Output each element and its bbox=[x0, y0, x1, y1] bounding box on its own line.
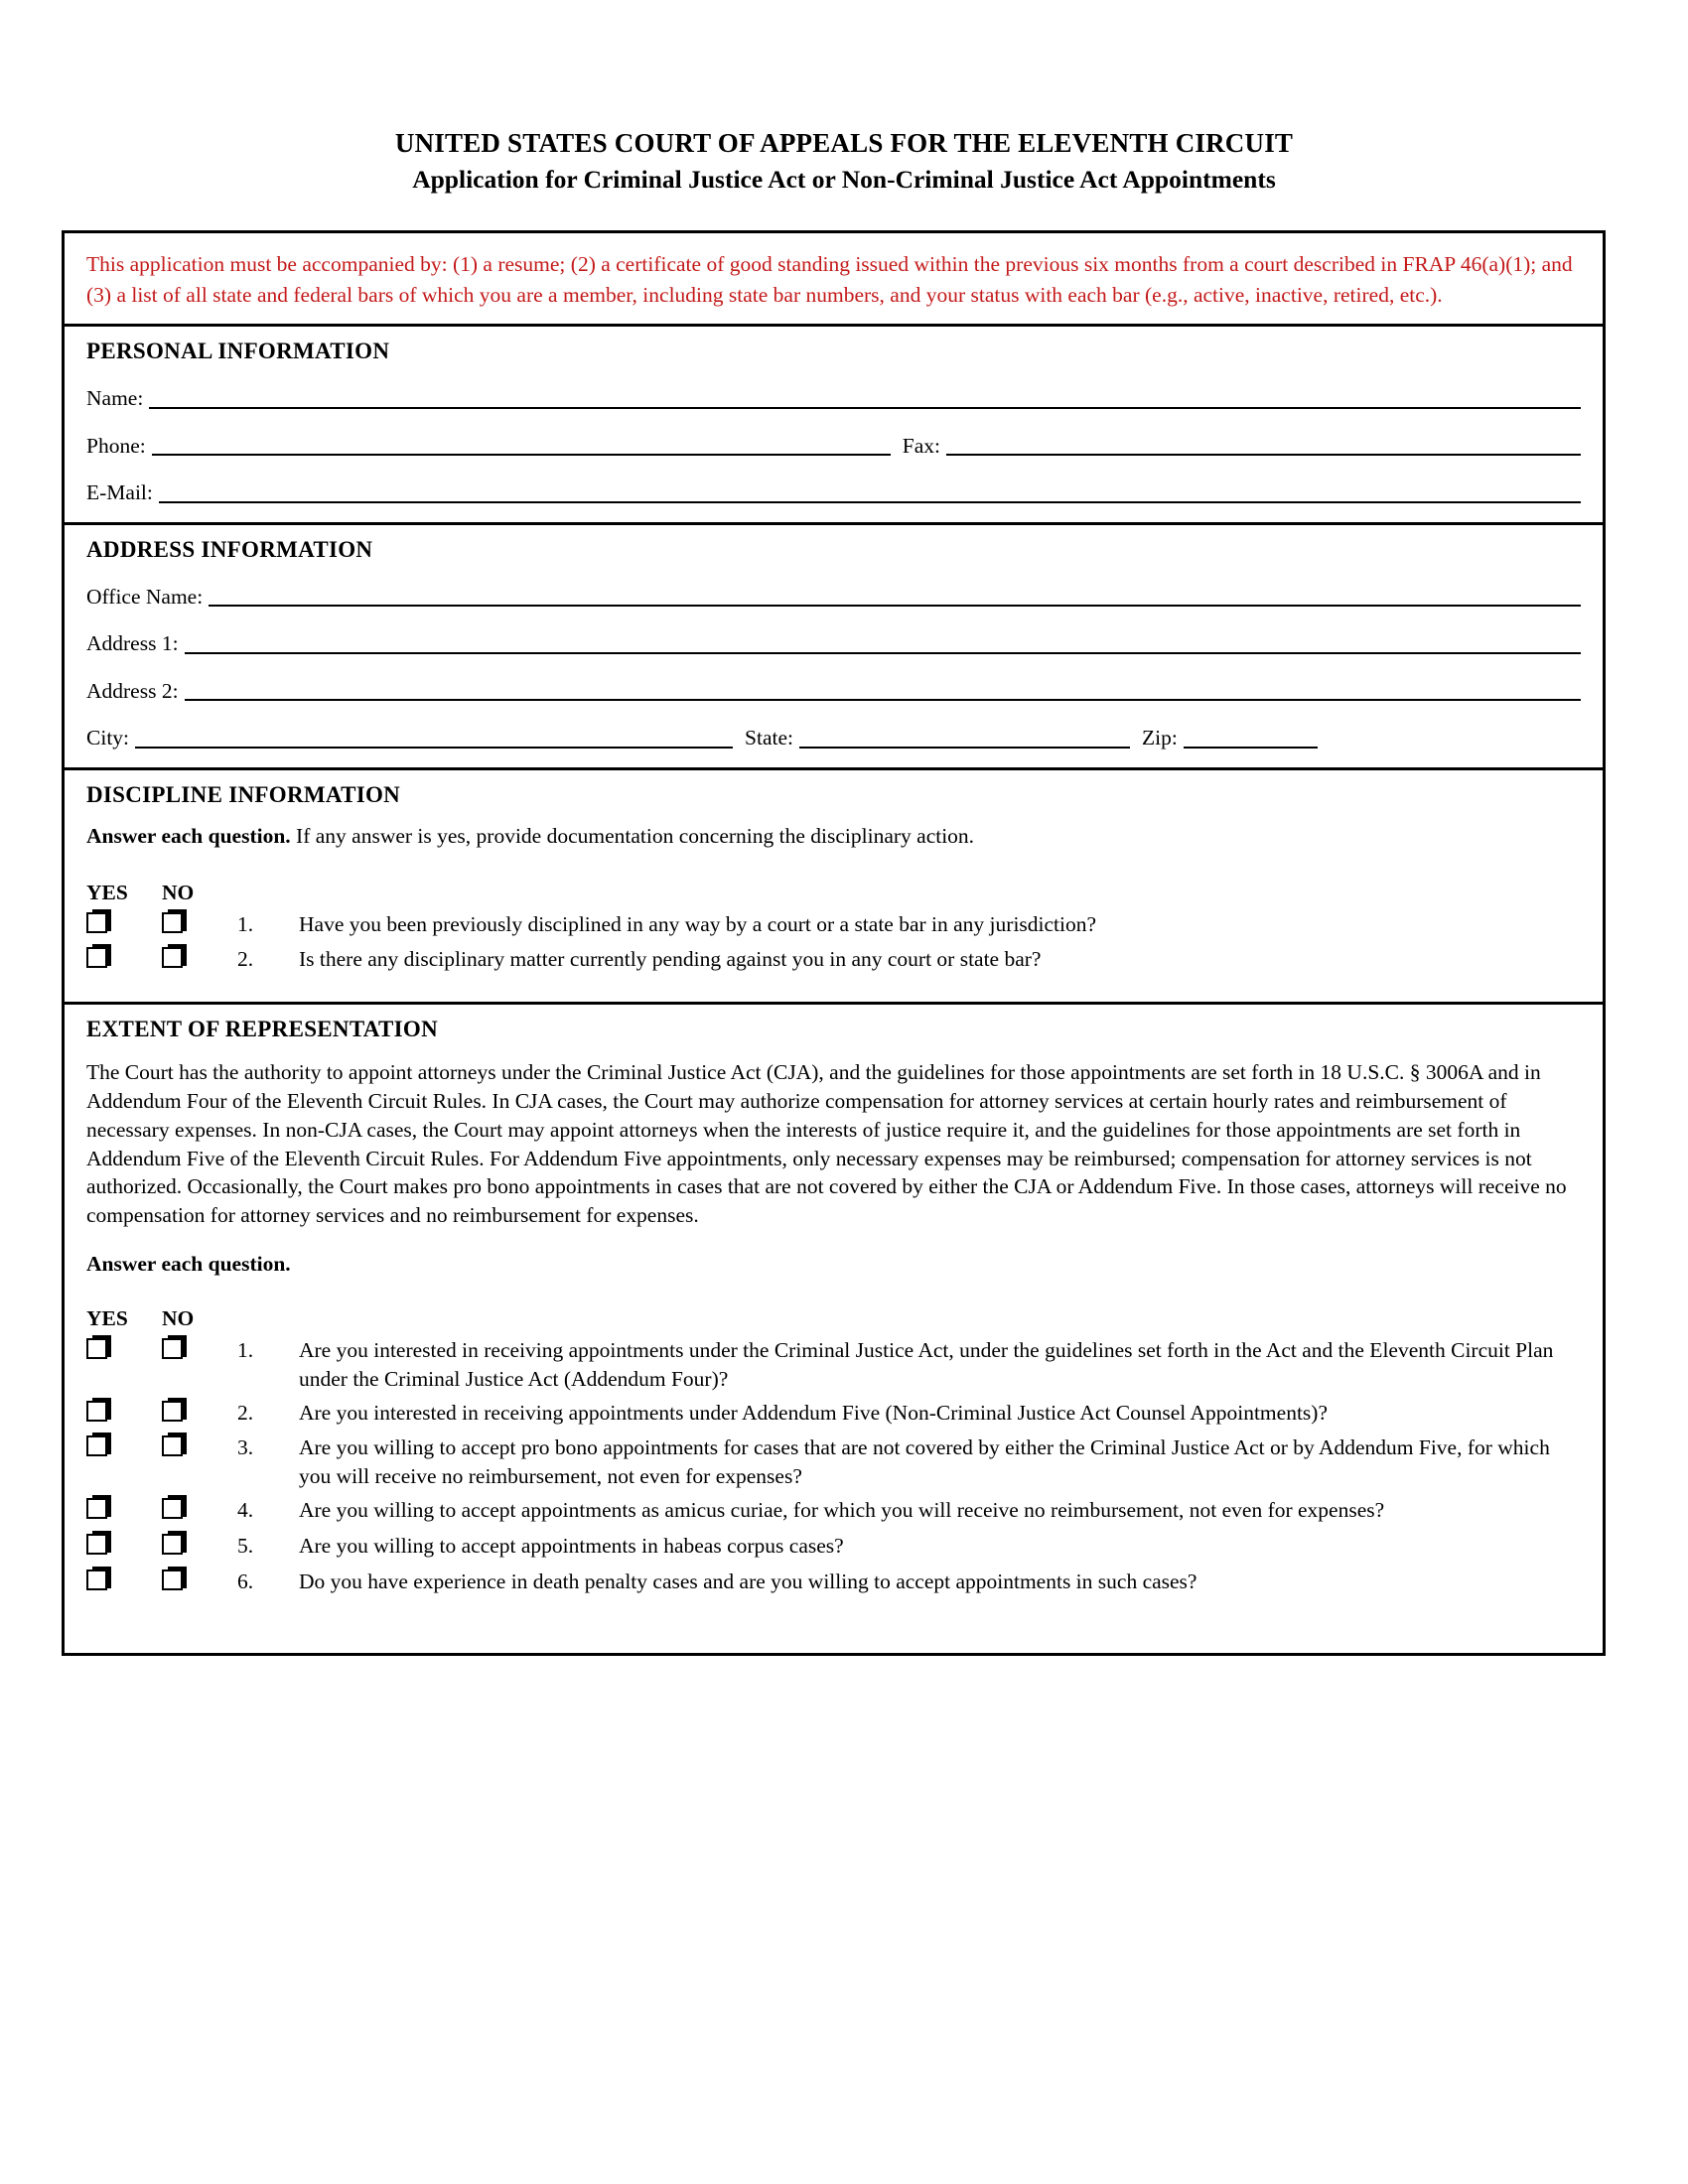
extent-q1-yes-checkbox-cell bbox=[86, 1336, 162, 1367]
extent-q6-yes-checkbox[interactable] bbox=[86, 1570, 107, 1590]
city-label: City: bbox=[86, 726, 130, 751]
discipline-q1-number: 1. bbox=[237, 911, 254, 936]
discipline-information-heading: DISCIPLINE INFORMATION bbox=[86, 781, 401, 807]
extent-answer-each-instruction: Answer each question. bbox=[86, 1251, 291, 1276]
extent-q3-yes-checkbox[interactable] bbox=[86, 1435, 107, 1456]
office-name-label: Office Name: bbox=[86, 584, 204, 609]
extent-q2-yes-checkbox-cell bbox=[86, 1399, 162, 1430]
discipline-question-row-1 bbox=[86, 910, 1581, 941]
discipline-q2-yes-checkbox-cell bbox=[86, 945, 162, 976]
name-label: Name: bbox=[86, 386, 144, 411]
page-title bbox=[0, 0, 1688, 196]
accompaniment-notice-text: This application must be accompanied by: (1) a resume; (2) a certificate of good standing issued within the previous six months from a court described in FRAP 46(a)(1); and (3) a list of all state and federal bars of which you are a member, including state bar numbers, and your status with each bar (e.g., active, inactive, retired, etc.). bbox=[86, 252, 1573, 307]
notice-section bbox=[65, 233, 1603, 327]
extent-q2-text: Are you interested in receiving appointments under Addendum Five (Non-Criminal Justice Act Counsel Appointments)? bbox=[299, 1400, 1328, 1425]
discipline-q1-yes-checkbox[interactable] bbox=[86, 912, 107, 933]
extent-q5-number: 5. bbox=[237, 1533, 254, 1558]
extent-q3-no-checkbox[interactable] bbox=[162, 1435, 183, 1456]
discipline-q1-yes-checkbox-cell bbox=[86, 910, 162, 941]
form-subtitle-heading: Application for Criminal Justice Act or Non-Criminal Justice Act Appointments bbox=[412, 164, 1276, 194]
fax-input[interactable] bbox=[946, 454, 1581, 456]
extent-q2-no-checkbox[interactable] bbox=[162, 1401, 183, 1422]
extent-q6-yes-checkbox-cell bbox=[86, 1568, 162, 1598]
extent-of-representation-section bbox=[65, 1005, 1603, 1653]
email-field-row bbox=[86, 482, 1581, 506]
discipline-q2-no-checkbox[interactable] bbox=[162, 947, 183, 968]
extent-q1-yes-checkbox[interactable] bbox=[86, 1338, 107, 1359]
extent-q6-no-checkbox-cell bbox=[162, 1568, 237, 1598]
extent-q6-no-checkbox[interactable] bbox=[162, 1570, 183, 1590]
extent-yesno-header bbox=[86, 1306, 1581, 1331]
extent-question-row-2 bbox=[86, 1399, 1581, 1430]
city-input[interactable] bbox=[135, 747, 733, 749]
zip-label: Zip: bbox=[1141, 726, 1178, 751]
extent-q4-no-checkbox-cell bbox=[162, 1496, 237, 1527]
email-input[interactable] bbox=[159, 501, 1581, 503]
phone-label: Phone: bbox=[86, 433, 146, 458]
email-label: E-Mail: bbox=[86, 480, 153, 505]
fax-label: Fax: bbox=[902, 433, 940, 458]
extent-q5-yes-checkbox[interactable] bbox=[86, 1534, 107, 1555]
extent-question-row-1 bbox=[86, 1336, 1581, 1394]
name-input[interactable] bbox=[149, 407, 1581, 409]
extent-q1-number: 1. bbox=[237, 1337, 254, 1362]
extent-q1-no-checkbox-cell bbox=[162, 1336, 237, 1367]
extent-q4-number: 4. bbox=[237, 1497, 254, 1522]
discipline-yesno-header bbox=[86, 881, 1581, 905]
discipline-no-column-label: NO bbox=[162, 880, 195, 904]
address2-input[interactable] bbox=[185, 699, 1581, 701]
discipline-q2-number: 2. bbox=[237, 947, 254, 972]
discipline-q1-text: Have you been previously disciplined in any way by a court or a state bar in any jurisdiction? bbox=[299, 911, 1097, 936]
phone-input[interactable] bbox=[152, 454, 891, 456]
address1-input[interactable] bbox=[185, 652, 1581, 654]
personal-information-fields bbox=[65, 388, 1603, 522]
city-state-zip-field-row bbox=[86, 728, 1581, 751]
discipline-information-section bbox=[65, 770, 1603, 1006]
address1-label: Address 1: bbox=[86, 631, 179, 656]
address1-field-row bbox=[86, 633, 1581, 657]
discipline-instruction bbox=[65, 808, 1603, 851]
extent-q4-text: Are you willing to accept appointments as amicus curiae, for which you will receive no reimbursement, not even for expenses? bbox=[299, 1497, 1385, 1522]
extent-q3-no-checkbox-cell bbox=[162, 1433, 237, 1464]
form-frame bbox=[62, 230, 1606, 1656]
address2-field-row bbox=[86, 678, 1581, 705]
extent-q6-number: 6. bbox=[237, 1569, 254, 1593]
extent-question-row-5 bbox=[86, 1532, 1581, 1563]
extent-of-representation-heading: EXTENT OF REPRESENTATION bbox=[86, 1017, 438, 1042]
extent-q3-text: Are you willing to accept pro bono appointments for cases that are not covered by either the Criminal Justice Act or by Addendum Five, for which you will receive no reimbursement, not even for expenses? bbox=[299, 1435, 1550, 1489]
extent-q4-yes-checkbox[interactable] bbox=[86, 1498, 107, 1519]
extent-question-row-3 bbox=[86, 1433, 1581, 1491]
office-name-input[interactable] bbox=[209, 605, 1581, 607]
extent-q1-no-checkbox[interactable] bbox=[162, 1338, 183, 1359]
extent-q4-no-checkbox[interactable] bbox=[162, 1498, 183, 1519]
phone-fax-field-row bbox=[86, 433, 1581, 460]
discipline-section-spacer bbox=[65, 976, 1603, 1002]
extent-q2-number: 2. bbox=[237, 1400, 254, 1425]
discipline-q1-no-checkbox[interactable] bbox=[162, 912, 183, 933]
extent-question-row-6 bbox=[86, 1568, 1581, 1598]
discipline-question-row-2 bbox=[86, 945, 1581, 976]
extent-of-representation-paragraph: The Court has the authority to appoint attorneys under the Criminal Justice Act (CJA), and the guidelines for those appointments are set forth in 18 U.S.C. § 3006A and in Addendum Four of the Eleventh Circuit Rules. In CJA cases, the Court may authorize compensation for attorney services at certain hourly rates and reimbursement of necessary expenses. In non-CJA cases, the Court may appoint attorneys when the interests of justice require it, and the guidelines for those appointments are set forth in Addendum Five of the Eleventh Circuit Rules. For Addendum Five appointments, only necessary expenses may be reimbursed; compensation for attorney services is not authorized. Occasionally, the Court makes pro bono appointments in cases that are not covered by either the CJA or Addendum Five. In those cases, attorneys will receive no compensation for attorney services and no reimbursement for expenses. bbox=[86, 1060, 1567, 1228]
address-information-fields bbox=[65, 584, 1603, 767]
extent-q2-no-checkbox-cell bbox=[162, 1399, 237, 1430]
extent-q5-no-checkbox[interactable] bbox=[162, 1534, 183, 1555]
zip-input[interactable] bbox=[1184, 747, 1318, 749]
extent-q4-yes-checkbox-cell bbox=[86, 1496, 162, 1527]
discipline-q2-yes-checkbox[interactable] bbox=[86, 947, 107, 968]
discipline-instruction-bold: Answer each question. bbox=[86, 823, 291, 848]
extent-q1-text: Are you interested in receiving appointments under the Criminal Justice Act, under the guidelines set forth in the Act and the Eleventh Circuit Plan under the Criminal Justice Act (Addendum Four)? bbox=[299, 1337, 1554, 1391]
extent-q5-text: Are you willing to accept appointments in habeas corpus cases? bbox=[299, 1533, 844, 1558]
extent-questions bbox=[65, 1306, 1603, 1597]
extent-q3-number: 3. bbox=[237, 1435, 254, 1460]
discipline-q1-no-checkbox-cell bbox=[162, 910, 237, 941]
discipline-questions bbox=[65, 881, 1603, 977]
address-information-section bbox=[65, 525, 1603, 770]
discipline-yes-column-label: YES bbox=[86, 880, 128, 904]
extent-yes-column-label: YES bbox=[86, 1305, 128, 1330]
personal-information-heading: PERSONAL INFORMATION bbox=[86, 339, 390, 364]
personal-information-section bbox=[65, 327, 1603, 525]
discipline-instruction-rest: If any answer is yes, provide documentation concerning the disciplinary action. bbox=[290, 823, 975, 848]
state-label: State: bbox=[745, 726, 793, 751]
address-information-heading: ADDRESS INFORMATION bbox=[86, 536, 373, 562]
state-input[interactable] bbox=[799, 747, 1130, 749]
extent-question-row-4 bbox=[86, 1496, 1581, 1527]
court-name-heading: UNITED STATES COURT OF APPEALS FOR THE ELEVENTH CIRCUIT bbox=[394, 128, 1294, 158]
name-field-row bbox=[86, 388, 1581, 412]
office-name-field-row bbox=[86, 584, 1581, 611]
discipline-q2-text: Is there any disciplinary matter currently pending against you in any court or state bar? bbox=[299, 947, 1042, 972]
extent-q5-no-checkbox-cell bbox=[162, 1532, 237, 1563]
address2-label: Address 2: bbox=[86, 678, 179, 703]
extent-q6-text: Do you have experience in death penalty cases and are you willing to accept appointments in such cases? bbox=[299, 1569, 1197, 1593]
extent-q5-yes-checkbox-cell bbox=[86, 1532, 162, 1563]
extent-q3-yes-checkbox-cell bbox=[86, 1433, 162, 1464]
discipline-q2-no-checkbox-cell bbox=[162, 945, 237, 976]
extent-section-spacer bbox=[65, 1597, 1603, 1653]
extent-q2-yes-checkbox[interactable] bbox=[86, 1401, 107, 1422]
extent-no-column-label: NO bbox=[162, 1305, 195, 1330]
